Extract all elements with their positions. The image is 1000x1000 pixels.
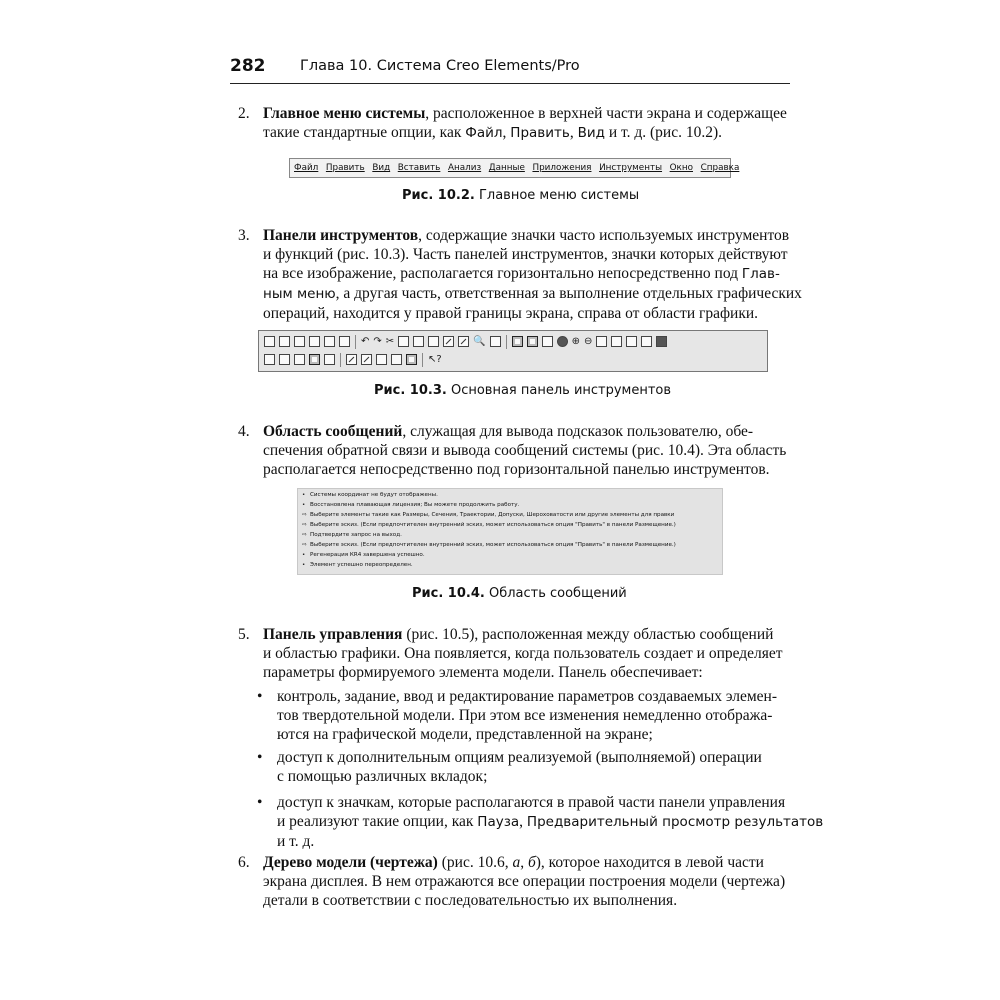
message-line xyxy=(302,492,438,498)
item-text: на все изображение, располагается горизонтально непосредственно под xyxy=(263,265,742,282)
point-display-icon[interactable] xyxy=(542,336,553,347)
item-number: 2. xyxy=(238,105,250,122)
item-text: , xyxy=(502,124,511,141)
item-text: параметры формируемого элемента модели. Панель обеспечивает: xyxy=(263,664,703,681)
ui-option: Глав- xyxy=(741,266,780,282)
new-file-icon[interactable] xyxy=(264,336,275,347)
ui-option: Вид xyxy=(577,125,605,141)
running-header xyxy=(230,56,790,80)
info-bullet-icon: • xyxy=(302,552,306,558)
redo-icon[interactable]: ↷ xyxy=(373,336,382,347)
item-text: и т. д. (рис. 10.2). xyxy=(604,124,723,141)
item-text: , служащая для вывода подсказок пользователю, обе- xyxy=(402,423,754,440)
item-text: а xyxy=(512,854,521,871)
menu-item-analysis[interactable]: Анализ xyxy=(447,163,482,173)
axis-display-icon[interactable] xyxy=(527,336,538,347)
item-text: , расположенное в верхней части экрана и содержащее xyxy=(425,105,787,122)
menu-item-help[interactable]: Справка xyxy=(700,163,740,173)
message-line xyxy=(302,512,674,518)
item-text: , содержащие значки часто используемых инструментов xyxy=(418,227,790,244)
figure-caption xyxy=(402,188,639,203)
refit-icon[interactable] xyxy=(596,336,607,347)
message-line xyxy=(302,542,676,548)
item-text: (рис. 10.5), расположенная между областью сообщений xyxy=(402,626,774,643)
toolbar-separator xyxy=(340,353,341,367)
undo-icon[interactable]: ↶ xyxy=(361,336,370,347)
item-text: и функций (рис. 10.3). Часть панелей инструментов, значки которых действуют xyxy=(263,246,788,263)
caption-text: Область сообщений xyxy=(484,586,627,601)
list-item-6 xyxy=(238,853,794,910)
bullet-text: ются на графической модели, представленной на экране; xyxy=(277,726,653,743)
datum-axes-icon[interactable] xyxy=(361,354,372,365)
bullet-item xyxy=(257,793,824,851)
figure-caption xyxy=(412,586,627,601)
bullet-item xyxy=(257,687,797,744)
menu-item-insert[interactable]: Вставить xyxy=(397,163,441,173)
prompt-arrow-icon: ⇨ xyxy=(302,532,307,538)
shading-icon[interactable] xyxy=(557,336,568,347)
menu-item-data[interactable]: Данные xyxy=(488,163,525,173)
item-text: б xyxy=(527,854,536,871)
bullet-icon: • xyxy=(257,794,263,811)
context-help-icon[interactable]: ↖? xyxy=(428,354,442,365)
menu-item-view[interactable]: Вид xyxy=(372,163,391,173)
menu-item-window[interactable]: Окно xyxy=(669,163,693,173)
regen-manager-icon[interactable] xyxy=(458,336,469,347)
item-term: Область сообщений xyxy=(263,423,403,440)
wireframe-icon[interactable] xyxy=(264,354,275,365)
info-bullet-icon: • xyxy=(302,562,306,568)
list-item-4 xyxy=(238,422,794,479)
regenerate-icon[interactable] xyxy=(443,336,454,347)
hidden-line-icon[interactable] xyxy=(279,354,290,365)
list-item-3 xyxy=(238,226,802,323)
item-text: (рис. 10.6, xyxy=(437,854,513,871)
bullet-text: контроль, задание, ввод и редактирование параметров создаваемых элемен- xyxy=(277,688,778,705)
caption-label: Рис. 10.2. xyxy=(402,188,475,203)
item-text: ), которое находится в левой части xyxy=(535,854,764,871)
message-text: Элемент успешно переопределен. xyxy=(310,562,413,568)
ui-option: Файл xyxy=(465,125,503,141)
item-text: экрана дисплея. В нем отражаются все операции построения модели (чертежа) xyxy=(263,873,786,890)
item-text: и областью графики. Она появляется, когда пользователь создает и определяет xyxy=(263,645,783,662)
prompt-arrow-icon: ⇨ xyxy=(302,512,307,518)
ui-option: Пауза xyxy=(477,814,520,830)
reorient-icon[interactable] xyxy=(611,336,622,347)
item-text: , xyxy=(569,124,578,141)
shaded-icon[interactable] xyxy=(309,354,320,365)
ui-option: Предварительный просмотр результатов xyxy=(526,814,824,830)
caption-text: Главное меню системы xyxy=(474,188,640,203)
caption-text: Основная панель инструментов xyxy=(446,383,672,398)
header-rule xyxy=(230,83,790,84)
message-line xyxy=(302,552,425,558)
menu-item-tools[interactable]: Инструменты xyxy=(599,163,663,173)
item-term: Панель управления xyxy=(263,626,403,643)
toolbar-separator xyxy=(506,335,507,349)
paste-special-icon[interactable] xyxy=(428,336,439,347)
page-number: 282 xyxy=(230,56,266,76)
export-icon[interactable] xyxy=(339,336,350,347)
message-text: Выберите эскиз. (Если предпочтителен внутренний эскиз, может использоваться опция "Править" в панели Размещение.) xyxy=(310,542,676,548)
item-text: такие стандартные опции, как xyxy=(263,124,466,141)
bullet-text: , xyxy=(519,813,527,830)
item-text: детали в соответствии с последовательностью их выполнения. xyxy=(263,892,678,909)
item-term: Главное меню системы xyxy=(263,105,426,122)
toolbar-row xyxy=(262,351,444,368)
layers-icon[interactable] xyxy=(641,336,652,347)
info-bullet-icon: • xyxy=(302,502,306,508)
item-number: 5. xyxy=(238,626,250,643)
no-hidden-icon[interactable] xyxy=(294,354,305,365)
prompt-arrow-icon: ⇨ xyxy=(302,522,307,528)
item-text: операций, находится у правой границы экрана, справа от области графики. xyxy=(263,305,759,322)
save-icon[interactable] xyxy=(294,336,305,347)
bullet-text: доступ к значкам, которые располагаются в правой части панели управления xyxy=(277,794,786,811)
message-line xyxy=(302,562,413,568)
item-term: Панели инструментов xyxy=(263,227,419,244)
message-area-figure xyxy=(297,488,723,575)
datum-planes-icon[interactable] xyxy=(346,354,357,365)
main-menu-figure xyxy=(289,158,740,178)
message-text: Системы координат не будут отображены. xyxy=(310,492,438,498)
menu-item-edit[interactable]: Править xyxy=(325,163,365,173)
item-number: 3. xyxy=(238,227,250,244)
paste-icon[interactable] xyxy=(413,336,424,347)
item-number: 6. xyxy=(238,854,250,871)
menu-item-applications[interactable]: Приложения xyxy=(532,163,592,173)
bullet-text: доступ к дополнительным опциям реализуемой (выполняемой) операции xyxy=(277,749,762,766)
send-icon[interactable] xyxy=(324,336,335,347)
message-text: Восстановлена плавающая лицензия; Вы можете продолжить работу. xyxy=(310,502,520,508)
zoom-out-icon[interactable]: ⊖ xyxy=(584,336,593,347)
caption-label: Рис. 10.4. xyxy=(412,586,485,601)
message-text: Выберите эскиз. (Если предпочтителен внутренний эскиз, может использоваться опция "Править" в панели Размещение.) xyxy=(310,522,676,528)
zoom-in-icon[interactable]: ⊕ xyxy=(571,336,581,347)
bullet-text: и реализуют такие опции, как xyxy=(277,813,478,830)
bullet-text: с помощью различных вкладок; xyxy=(277,768,488,785)
message-line xyxy=(302,532,402,538)
selection-box-icon[interactable] xyxy=(490,336,501,347)
message-line xyxy=(302,522,676,528)
item-number: 4. xyxy=(238,423,250,440)
toolbar-separator xyxy=(355,335,356,349)
list-item-5 xyxy=(238,625,794,682)
toolbar-row xyxy=(262,333,669,350)
caption-label: Рис. 10.3. xyxy=(374,383,447,398)
ui-option: Править xyxy=(510,125,570,141)
enhanced-realism-icon[interactable] xyxy=(324,354,335,365)
bullet-icon: • xyxy=(257,688,263,705)
coordinate-systems-icon[interactable] xyxy=(391,354,402,365)
bullet-item xyxy=(257,748,797,786)
figure-caption xyxy=(374,383,671,398)
info-bullet-icon: • xyxy=(302,492,306,498)
datum-display-icon[interactable] xyxy=(512,336,523,347)
message-text: Подтвердите запрос на выход. xyxy=(310,532,402,538)
bullet-text: тов твердотельной модели. При этом все изменения немедленно отобража- xyxy=(277,707,773,724)
menu-item-file[interactable]: Файл xyxy=(294,163,319,173)
prompt-arrow-icon: ⇨ xyxy=(302,542,307,548)
view-manager-icon[interactable] xyxy=(656,336,667,347)
list-item-2 xyxy=(238,104,794,143)
item-term: Дерево модели (чертежа) xyxy=(263,854,438,871)
ui-option: ным меню xyxy=(263,286,336,302)
annotations-icon[interactable] xyxy=(406,354,417,365)
item-text: располагается непосредственно под горизонтальной панелью инструментов. xyxy=(263,461,770,478)
item-text: , а другая часть, ответственная за выполнение отдельных графических xyxy=(335,285,802,302)
saved-views-icon[interactable] xyxy=(626,336,637,347)
bullet-icon: • xyxy=(257,749,263,766)
datum-points-icon[interactable] xyxy=(376,354,387,365)
bullet-text: и т. д. xyxy=(277,833,315,850)
toolbar-separator xyxy=(422,353,423,367)
item-text: , xyxy=(520,854,528,871)
copy-icon[interactable] xyxy=(398,336,409,347)
print-icon[interactable] xyxy=(309,336,320,347)
open-folder-icon[interactable] xyxy=(279,336,290,347)
message-text: Регенерация КR4 завершена успешно. xyxy=(310,552,425,558)
item-text: спечения обратной связи и вывода сообщений системы (рис. 10.4). Эта область xyxy=(263,442,787,459)
cut-icon[interactable]: ✂ xyxy=(385,336,395,347)
toolbar-figure xyxy=(258,330,768,372)
message-line xyxy=(302,502,519,508)
find-icon[interactable]: 🔍 xyxy=(473,336,486,347)
message-text: Выберите элементы такие как Размеры, Сечения, Траектории, Допуски, Шероховатости или другие элементы для правки xyxy=(310,512,675,518)
running-title: Глава 10. Система Creo Elements/Pro xyxy=(300,58,580,74)
